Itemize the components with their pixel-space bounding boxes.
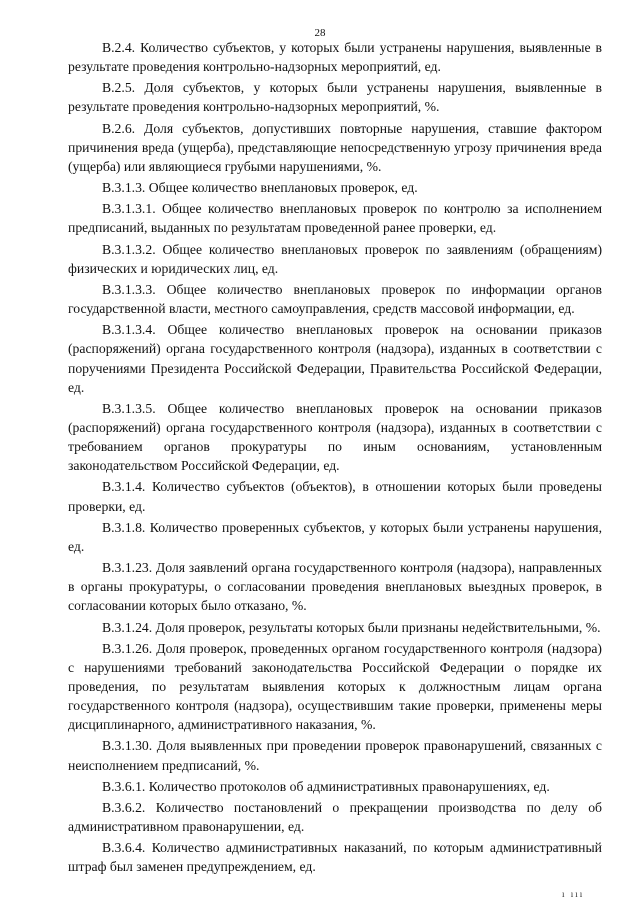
indicator-b-3-6-4: В.3.6.4. Количество административных наказаний, по которым административный штраф был заменен предупреждением, ед. — [68, 840, 602, 875]
indicator-b-3-1-24: В.3.1.24. Доля проверок, результаты которых были признаны недействительными, %. — [102, 619, 601, 635]
indicator-b-3-6-2: В.3.6.2. Количество постановлений о прекращении производства по делу об административном правонарушении, ед. — [68, 799, 602, 835]
indicator-b-3-1-3-5: В.3.1.3.5. Общее количество внеплановых проверок на основании приказов (распоряжений) органа государственного контроля (надзора), изданных в соответствии с требованием органов прокуратуры по иным основаниям, установленным законодательством Российской Федерации, ед. — [68, 400, 602, 474]
indicator-b-3-1-3-1: В.3.1.3.1. Общее количество внеплановых проверок по контролю за исполнением предписаний, выданных по результатам проведенной ранее проверки, ед. — [68, 201, 602, 236]
indicator-b-3-1-8: В.3.1.8. Количество проверенных субъектов, у которых были устранены нарушения, ед. — [68, 519, 602, 554]
indicator-b-2-6: В.2.6. Доля субъектов, допустивших повторные нарушения, ставшие фактором причинения вреда (ущерба), представляющие непосредственную угрозу причинения вреда (ущерба) или являющиеся грубыми нарушениями, %. — [68, 120, 602, 174]
indicator-b-2-5: В.2.5. Доля субъектов, у которых были устранены нарушения, выявленные в результате проведения контрольно-надзорных мероприятий, %. — [68, 80, 602, 115]
page-number: 28 — [314, 27, 326, 39]
indicator-b-2-4: В.2.4. Количество субъектов, у которых были устранены нарушения, выявленные в результате проведения контрольно-надзорных мероприятий, ед. — [68, 40, 602, 75]
indicator-b-3-1-4: В.3.1.4. Количество субъектов (объектов), в отношении которых были проведены проверки, ед. — [68, 479, 602, 514]
indicator-b-3-1-3-4: В.3.1.3.4. Общее количество внеплановых проверок на основании приказов (распоряжений) органа государственного контроля (надзора), изданных в соответствии с поручениями Президента Российской Федерации, Правительства Российской Федерации, ед. — [68, 322, 602, 395]
document-body — [68, 38, 602, 879]
indicator-b-3-6-1: В.3.6.1. Количество протоколов об административных правонарушениях, ед. — [102, 778, 550, 794]
indicator-b-3-1-26: В.3.1.26. Доля проверок, проведенных органом государственного контроля (надзора) с нарушениями требований законодательства Российской Федерации о порядке их проведения, по результатам выявления которых к должностным лицам органа государственного контроля (надзора), осуществившим такие проверки, применены меры дисциплинарного, административного наказания, %. — [68, 640, 602, 733]
margin-mark: ı ııı — [562, 889, 585, 899]
indicator-b-3-1-3: В.3.1.3. Общее количество внеплановых проверок, ед. — [102, 180, 418, 196]
indicator-b-3-1-3-2: В.3.1.3.2. Общее количество внеплановых проверок по заявлениям (обращениям) физических и юридических лиц, ед. — [68, 241, 602, 276]
indicator-b-3-1-30: В.3.1.30. Доля выявленных при проведении проверок правонарушений, связанных с неисполнением предписаний, %. — [68, 738, 602, 773]
indicator-b-3-1-3-3: В.3.1.3.3. Общее количество внеплановых проверок по информации органов государственной власти, местного самоуправления, средств массовой информации, ед. — [68, 281, 602, 317]
indicator-b-3-1-23: В.3.1.23. Доля заявлений органа государственного контроля (надзора), направленных в органы прокуратуры, о согласовании проведения внеплановых выездных проверок, в согласовании которых было отказано, %. — [68, 560, 602, 614]
